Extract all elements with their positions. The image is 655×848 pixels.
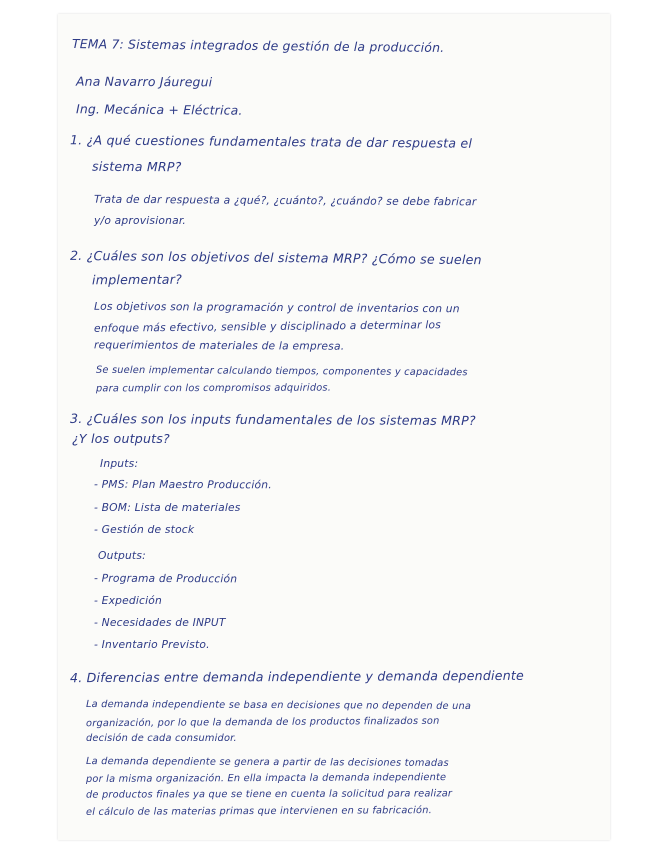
- handwritten-page: [58, 14, 610, 840]
- degree-name: Ing. Mecánica + Eléctrica.: [75, 101, 243, 118]
- answer-4-p2-line-4: el cálculo de las materias primas que intervienen en su fabricación.: [85, 805, 432, 818]
- answer-2-p1-line-3: requerimientos de materiales de la empresa.: [93, 338, 345, 353]
- answer-1-line-1: Trata de dar respuesta a ¿qué?, ¿cuánto?, ¿cuándo? se debe fabricar: [93, 192, 477, 209]
- answer-4-p2-line-2: por la misma organización. En ella impacta la demanda independiente: [85, 772, 447, 785]
- answer-4-p1-line-1: La demanda independiente se basa en decisiones que no dependen de una: [85, 698, 472, 713]
- answer-2-p2-line-1: Se suelen implementar calculando tiempos, componentes y capacidades: [95, 364, 468, 379]
- author-name: Ana Navarro Jáuregui: [75, 73, 213, 90]
- inputs-item-bom: - BOM: Lista de materiales: [94, 501, 241, 514]
- question-3-line-1: 3. ¿Cuáles son los inputs fundamentales de los sistemas MRP?: [69, 410, 476, 429]
- inputs-item-stock: - Gestión de stock: [94, 523, 195, 536]
- answer-4-p2-line-1: La demanda dependiente se genera a partir de las decisiones tomadas: [85, 756, 449, 769]
- outputs-item-inventario: - Inventario Previsto.: [94, 638, 210, 651]
- answer-2-p1-line-2: enfoque más efectivo, sensible y disciplinado a determinar los: [93, 318, 442, 335]
- page-title: TEMA 7: Sistemas integrados de gestión de la producción.: [71, 36, 445, 55]
- question-1-line-2: sistema MRP?: [91, 158, 182, 175]
- answer-4-p2-line-3: de productos finales ya que se tiene en cuenta la solicitud para realizar: [85, 788, 453, 801]
- outputs-item-expedicion: - Expedición: [94, 594, 163, 607]
- answer-1-line-2: y/o aprovisionar.: [94, 214, 187, 227]
- answer-4-p1-line-2: organización, por lo que la demanda de los productos finalizados son: [85, 715, 440, 730]
- question-1-line-1: 1. ¿A qué cuestiones fundamentales trata de dar respuesta el: [69, 132, 473, 151]
- inputs-item-pms: - PMS: Plan Maestro Producción.: [93, 477, 272, 492]
- outputs-heading: Outputs:: [98, 549, 146, 562]
- outputs-item-necesidades: - Necesidades de INPUT: [94, 616, 226, 629]
- answer-4-p1-line-3: decisión de cada consumidor.: [86, 733, 237, 744]
- outputs-item-programa: - Programa de Producción: [93, 571, 238, 586]
- question-4: 4. Diferencias entre demanda independiente y demanda dependiente: [69, 667, 524, 686]
- answer-2-p1-line-1: Los objetivos son la programación y control de inventarios con un: [93, 299, 460, 316]
- question-2-line-2: implementar?: [91, 271, 182, 288]
- inputs-heading: Inputs:: [100, 457, 139, 470]
- question-2-line-1: 2. ¿Cuáles son los objetivos del sistema MRP? ¿Cómo se suelen: [69, 247, 482, 268]
- answer-2-p2-line-2: para cumplir con los compromisos adquiridos.: [95, 382, 332, 395]
- question-3-line-2: ¿Y los outputs?: [72, 431, 170, 446]
